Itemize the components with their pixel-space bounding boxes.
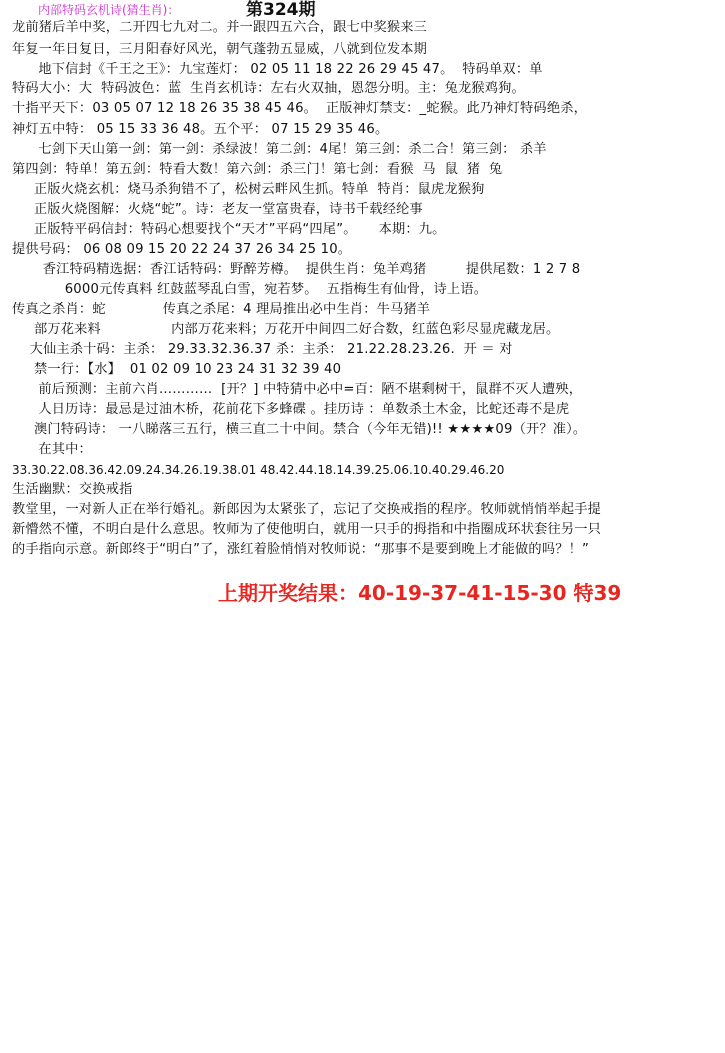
body-line: 前后预测：主前六肖………… [开？] 中特猜中必中=百：陋不堪剩树干，鼠群不灭人遭殃，	[12, 382, 583, 397]
body-line: 十指平天下：03 05 07 12 18 26 35 38 45 46。 正版神灯禁支：_蛇猴。此乃神灯特码绝杀，	[12, 101, 587, 116]
body-line: 在其中：	[12, 442, 92, 457]
humor-paragraph-line: 新懵然不懂，不明白是什么意思。牧师为了使他明白，就用一只手的拇指和中指圈成环状套往另一只	[12, 522, 602, 537]
humor-title: 生活幽默：交换戒指	[12, 482, 133, 497]
body-line: 七剑下天山第一剑：第一剑：杀绿波！第二剑：4尾！第三剑：杀二合！第三剑： 杀羊	[12, 142, 547, 157]
issue-number: 第324期	[246, 0, 316, 20]
body-line: 6000元传真料 红鼓蓝琴乱白雪，宛若梦。 五指梅生有仙骨，诗上语。	[12, 282, 488, 297]
body-line: 神灯五中特： 05 15 33 36 48。五个平： 07 15 29 35 46。	[12, 122, 389, 137]
body-line: 传真之杀肖：蛇 传真之杀尾：4 理局推出必中生肖：牛马猪羊	[12, 302, 431, 317]
body-line: 香江特码精选据：香江话特码：野醉芳樽。 提供生肖：兔羊鸡猪 提供尾数：1 2 7 8	[12, 262, 581, 277]
body-line: 澳门特码诗： 一八睇落三五行，横三直二十中间。禁合（今年无错)!! ★★★★09（开？准）。	[12, 422, 587, 437]
body-line: 龙前猪后羊中奖，二开四七九对二。并一跟四五六合，跟七中奖猴来三	[12, 20, 428, 35]
body-line: 禁一行：【水】 01 02 09 10 23 24 31 32 39 40	[12, 362, 342, 377]
body-line: 提供号码： 06 08 09 15 20 22 24 37 26 34 25 10。	[12, 242, 352, 257]
body-line: 正版火烧玄机：烧马杀狗错不了，松树云畔风生抓。特单 特肖：鼠虎龙猴狗	[12, 182, 485, 197]
body-line: 地下信封《千王之王》：九宝莲灯： 02 05 11 18 22 26 29 45 47。 特码单双：单	[12, 62, 543, 77]
body-line: 特码大小：大 特码波色：蓝 生肖玄机诗：左右火双抽，恩怨分明。主：兔龙猴鸡狗。	[12, 81, 525, 96]
body-line: 大仙主杀十码：主杀： 29.33.32.36.37 杀：主杀： 21.22.28.23.26. 开 ＝ 对	[12, 342, 513, 357]
previous-draw-result: 上期开奖结果：40-19-37-41-15-30 特39	[218, 581, 622, 605]
body-line: 年复一年日复日，三月阳春好风光，朝气蓬勃五显威，八就到位发本期	[12, 42, 428, 57]
body-line: 人日历诗：最忌是过油木桥，花前花下多蜂碟 。挂历诗 ：单数杀土木金，比蛇还毒不是虎	[12, 402, 570, 417]
number-list-line: 33.30.22.08.36.42.09.24.34.26.19.38.01 48.42.44.18.14.39.25.06.10.40.29.46.20	[12, 463, 505, 477]
body-line: 部万花来料 内部万花来料；万花开中间四二好合数，红蓝色彩尽显虎藏龙居。	[12, 322, 560, 337]
body-line: 正版特平码信封：特码心想要找个“天才”平码“四尾”。 本期：九。	[12, 222, 446, 237]
humor-paragraph-line: 的手指向示意。新郎终于“明白”了，涨红着脸悄悄对牧师说：“那事不是要到晚上才能做的吗？！”	[12, 542, 590, 557]
humor-paragraph-line: 教堂里，一对新人正在举行婚礼。新郎因为太紧张了，忘记了交换戒指的程序。牧师就悄悄举起手提	[12, 502, 602, 517]
body-line: 正版火烧图解：火烧“蛇”。诗：老友一堂富贵春，诗书千载经纶事	[12, 202, 423, 217]
body-line: 第四剑：特单！第五剑：特看大数！第六剑：杀三门！第七剑：看猴 马 鼠 猪 兔	[12, 162, 503, 177]
header-tag: 内部特码玄机诗(猜生肖)：	[38, 3, 180, 17]
